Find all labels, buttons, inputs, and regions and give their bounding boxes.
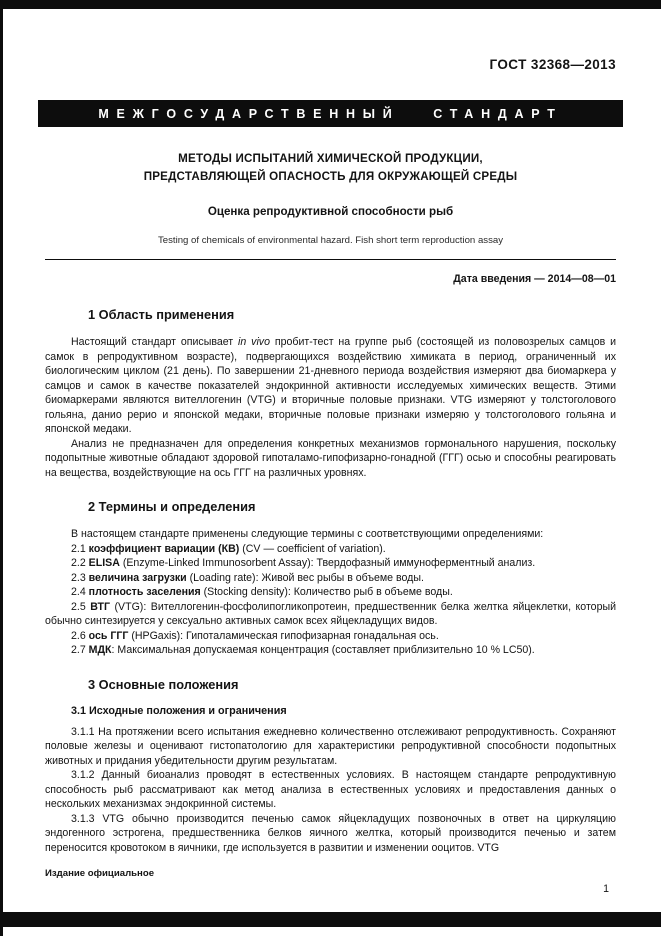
title-block — [45, 150, 616, 246]
term-item-2.2 — [45, 556, 616, 571]
terms-intro: В настоящем стандарте применены следующие термины с соответствующими определениями: — [71, 528, 544, 540]
term-number: 2.6 — [71, 629, 89, 642]
term-number: 2.5 — [71, 600, 91, 613]
terms-list — [45, 542, 616, 658]
term-item-2.5 — [45, 600, 616, 629]
header-divider — [45, 259, 616, 260]
section-1-paragraph-2: Анализ не предназначен для определения конкретных механизмов гормонального нарушения, поскольку подопытные животные обладают здоровой гипоталамо-гипофизарно-гонадной (ГГГ) осью и способны реагировать на вещества, воздействующие на ось ГГГ на различных уровнях. — [45, 437, 616, 479]
term-item-2.1 — [45, 542, 616, 557]
term-item-2.6 — [45, 629, 616, 644]
bottom-black-bar — [0, 912, 661, 927]
term-name: МДК — [88, 644, 112, 656]
section-3-1-subheading: 3.1 Исходные положения и ограничения — [71, 704, 287, 717]
term-number: 2.4 — [71, 586, 89, 598]
top-black-bar — [0, 0, 661, 9]
term-definition: (VTG): Вителлогенин-фосфолипогликопротеин, предшественник белка желтка яйцеклетки, который обычно синтезируется у сексуально активных самок всех яйцекладущих видов. — [45, 600, 616, 627]
term-name: ось ГГГ — [88, 629, 129, 642]
term-number: 2.7 — [71, 644, 89, 656]
document-body — [45, 307, 616, 855]
section-1-paragraph-1 — [45, 335, 616, 437]
section-2-heading: 2 Термины и определения — [88, 499, 256, 514]
term-definition: (HPGaxis): Гипоталамическая гипофизарная гонадальная ось. — [128, 629, 439, 642]
introduction-date: Дата введения — 2014—08—01 — [453, 273, 616, 285]
term-item-2.4 — [45, 585, 616, 600]
term-number: 2.1 — [71, 542, 89, 555]
paragraph-text: пробит-тест на группе рыб (состоящей из половозрелых самцов и самок в репродуктивном возрасте), подвергающихся воздействию химиката в период, ограниченный их биологическим циклом (21 день). По завершении 21-дневного периода воздействия измеряют два биомаркера у самцов и самок в качестве показателей эндокринной активности исследуемых химических веществ. Этими биомаркерами являются вителлогенин (VTG) и вторичные половые признаки. VTG измеряют у толстоголового гольяна, данио рерио и японской медаки, вторичные половые признаки измеряю у толстоголового гольяна и японской медаки. — [45, 336, 617, 435]
term-name: коэффициент вариации (КВ) — [88, 542, 240, 555]
page-number: 1 — [603, 883, 609, 895]
term-definition: (Stocking density): Количество рыб в объеме воды. — [200, 586, 453, 598]
clause-3-1-2: 3.1.2 Данный биоанализ проводят в естественных условиях. В настоящем стандарте репродуктивную способность рыб рассматривают как метод анализа в естественных условиях и предоставления данных о нескольких механизмах эндокринной системы. — [45, 769, 616, 810]
official-edition-imprint: Издание официальное — [45, 868, 155, 879]
term-name: плотность заселения — [88, 586, 201, 598]
document-code: ГОСТ 32368—2013 — [489, 57, 616, 72]
term-definition: (Enzyme-Linked Immunosorbent Assay): Твердофазный иммуноферментный анализ. — [119, 557, 536, 569]
paragraph-text: Настоящий стандарт описывает — [71, 336, 239, 348]
section-1-heading: 1 Область применения — [88, 307, 235, 322]
term-name: ВТГ — [90, 600, 110, 613]
term-number: 2.3 — [71, 571, 89, 584]
document-subtitle-en: Testing of chemicals of environmental hazard. Fish short term reproduction assay — [158, 235, 503, 246]
latin-term: in vivo — [238, 336, 270, 348]
document-subtitle-ru: Оценка репродуктивной способности рыб — [207, 205, 454, 218]
standard-type-banner: МЕЖГОСУДАРСТВЕННЫЙ СТАНДАРТ — [38, 100, 623, 127]
term-name: величина загрузки — [88, 571, 187, 584]
term-definition: (CV — coefficient of variation). — [239, 542, 386, 555]
clause-3-1-3: 3.1.3 VTG обычно производится печенью самок яйцекладущих позвоночных в ответ на циркуляцию эндогенного эстрогена, предшественника белков яичного желтка, который производится печенью и затем переносится кровотоком в яичники, где используется в развитии и изменении ооцитов. VTG — [45, 812, 616, 854]
left-edge-bar — [0, 0, 3, 936]
term-item-2.7 — [45, 643, 616, 658]
term-name: ELISA — [88, 557, 120, 569]
term-definition: (Loading rate): Живой вес рыбы в объеме воды. — [186, 571, 424, 584]
document-title-line-2: ПРЕДСТАВЛЯЮЩЕЙ ОПАСНОСТЬ ДЛЯ ОКРУЖАЮЩЕЙ СРЕДЫ — [143, 170, 518, 183]
clause-3-1-1: 3.1.1 На протяжении всего испытания ежедневно количественно отслеживают репродуктивность. Сохраняют половые железы и оценивают гистопатологию для характеристики репродуктивной способности подопытных животных и придания убедительности другим результатам. — [45, 725, 616, 767]
term-definition: : Максимальная допускаемая концентрация (составляет приблизительно 10 % LC50). — [111, 644, 535, 656]
term-number: 2.2 — [71, 557, 89, 569]
section-3-heading: 3 Основные положения — [88, 676, 239, 692]
term-item-2.3 — [45, 571, 616, 586]
document-title-line-1: МЕТОДЫ ИСПЫТАНИЙ ХИМИЧЕСКОЙ ПРОДУКЦИИ, — [178, 152, 483, 165]
